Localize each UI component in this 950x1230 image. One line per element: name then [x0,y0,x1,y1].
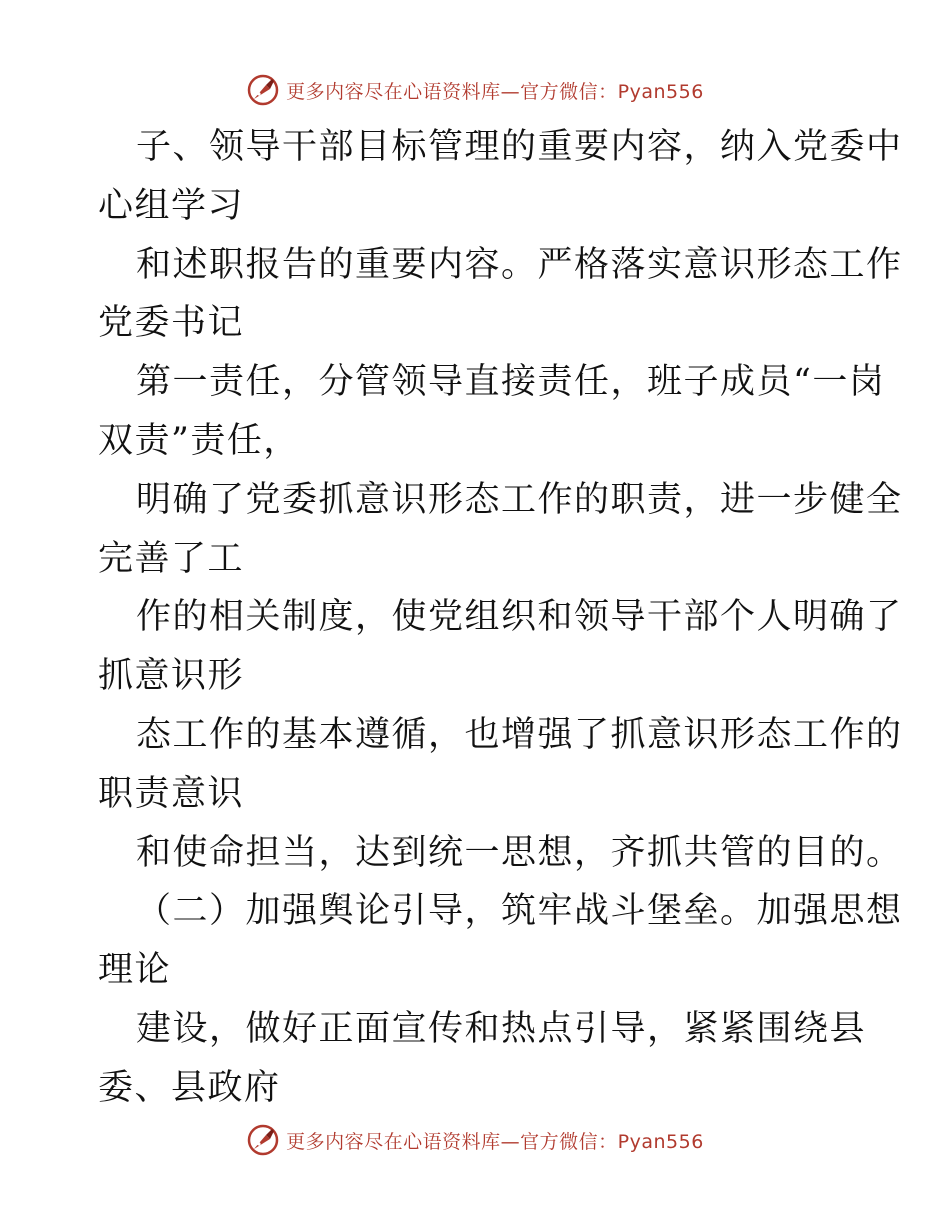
text-line: 明确了党委抓意识形态工作的职责，进一步健全 [136,479,903,520]
footer-watermark [0,1120,950,1160]
text-line: （二）加强舆论引导，筑牢战斗堡垒。加强思想 [136,891,903,932]
text-line: 完善了工 [98,538,245,579]
watermark-text: 更多内容尽在心语资料库—官方微信：Pyan556 [286,80,704,103]
text-line: 作的相关制度，使党组织和领导干部个人明确了 [136,597,903,638]
pen-nib-icon [246,73,280,107]
watermark-text: 更多内容尽在心语资料库—官方微信：Pyan556 [286,1130,704,1153]
text-line: 双责”责任， [98,420,300,461]
header-watermark [0,70,950,110]
text-line: 抓意识形 [98,656,245,697]
text-line: 心组学习 [98,185,245,226]
text-line: 党委书记 [98,303,245,344]
document-body [98,118,903,1118]
pen-nib-icon [246,1123,280,1157]
text-line: 子、领导干部目标管理的重要内容，纳入党委中 [136,127,903,167]
text-line: 建设，做好正面宣传和热点引导，紧紧围绕县 [136,1008,867,1049]
text-line: 委、县政府 [98,1067,281,1108]
text-line: 和使命担当，达到统一思想，齐抓共管的目的。 [136,832,903,873]
text-line: 态工作的基本遵循，也增强了抓意识形态工作的 [136,714,903,755]
text-line: 和述职报告的重要内容。严格落实意识形态工作 [136,244,903,285]
text-line: 第一责任，分管领导直接责任，班子成员“一岗 [136,362,886,403]
text-line: 理论 [98,950,172,991]
text-line: 职责意识 [98,773,245,814]
